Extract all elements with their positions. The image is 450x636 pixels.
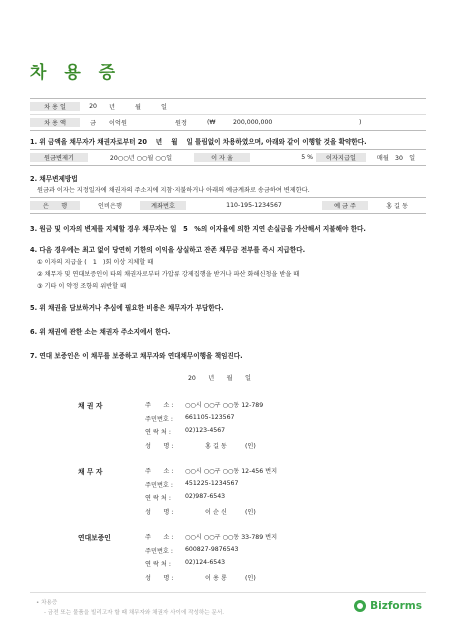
bizforms-logo-text: Bizforms: [370, 600, 422, 612]
bizforms-logo-icon: [354, 600, 366, 612]
holder-label: 예 금 주: [322, 201, 368, 210]
debtor-seal: (인): [245, 509, 256, 516]
debtor-name-label: 성 명 :: [145, 509, 174, 516]
section-6: 6. 위 채권에 관한 소는 채권자 주소지에서 한다.: [30, 328, 171, 336]
section-4-item-1: ① 이자의 지급을 ( 1 )회 이상 지체할 때: [37, 259, 154, 266]
debtor-id: 451225-1234567: [185, 480, 239, 487]
guarantor-address-label: 주 소 :: [145, 534, 174, 541]
debtor-role: 채 무 자: [78, 468, 103, 476]
guarantor-id-label: 주민번호 :: [145, 548, 173, 555]
guarantor-address: ○○시 ○○구 ○○동 33-789 번지: [185, 534, 278, 541]
creditor-name-label: 성 명 :: [145, 443, 174, 450]
section-4-item-2: ② 채무자 및 연대보증인이 타의 채권자로부터 가압류 강제집행을 받거나 파산 화해신청을 받을 때: [37, 271, 300, 278]
loan-date-row: [30, 99, 426, 115]
bank-table: [30, 197, 426, 214]
loan-amount-paren-close: ): [359, 119, 362, 126]
bank-value: 인비은행: [98, 203, 122, 210]
loan-year-label: 년: [109, 104, 115, 111]
principal-due-value: 20○○년 ○○월 ○○일: [109, 155, 173, 162]
creditor-seal: (인): [245, 443, 256, 450]
repayment-row: [30, 150, 426, 165]
section-4: 4. 다음 경우에는 최고 없이 당연히 기한의 이익을 상실하고 잔존 채무금 전부를 즉시 지급한다.: [30, 246, 306, 254]
debtor-phone-label: 연 락 처 :: [145, 495, 171, 502]
repayment-table: [30, 149, 426, 166]
debtor-address: ○○시 ○○구 ○○동 12-456 번지: [185, 468, 278, 475]
account-value: 110-195-1234567: [226, 202, 282, 209]
document-title: 차 용 증: [30, 63, 122, 83]
debtor-phone: 02)987-6543: [185, 493, 226, 500]
loan-year-prefix: 20: [89, 103, 97, 110]
interest-payday-label: 이자지급일: [316, 153, 366, 162]
loan-amount-words: 이억원: [109, 120, 127, 127]
footer-note-text: - 금전 또는 물품을 빌리고자 할 때 채무자와 채권자 사이에 작성하는 문서.: [44, 610, 225, 616]
guarantor-name-label: 성 명 :: [145, 575, 174, 582]
guarantor-id: 600827-9876543: [185, 546, 239, 553]
loan-amount-row: [30, 115, 426, 130]
section-5: 5. 위 채권을 담보하거나 추심에 필요한 비용은 채무자가 부담한다.: [30, 304, 224, 312]
loan-amount-label: 차 용 액: [30, 118, 80, 127]
signing-date: 20 년 월 일: [188, 375, 251, 382]
section-1: 1. 위 금액을 채무자가 채권자로부터 20 년 월 일 틀림없이 차용하였으며, 아래와 같이 이행할 것을 확약한다.: [30, 138, 367, 146]
creditor-name: 홍 길 동: [205, 443, 227, 450]
loan-amount-paren-open: (₩: [207, 119, 216, 126]
holder-value: 홍 길 동: [386, 203, 408, 210]
creditor-phone: 02)123-4567: [185, 427, 226, 434]
interest-rate-value: 5 %: [301, 154, 313, 161]
creditor-role: 채 권 자: [78, 402, 103, 410]
guarantor-seal: (인): [245, 575, 256, 582]
debtor-name: 이 순 신: [205, 509, 227, 516]
creditor-phone-label: 연 락 처 :: [145, 429, 171, 436]
interest-rate-label: 이 자 율: [194, 153, 250, 162]
guarantor-phone: 02)124-6543: [185, 559, 226, 566]
section-7: 7. 연대 보증인은 이 채무를 보증하고 채무자와 연대채무이행을 책임진다.: [30, 352, 243, 360]
creditor-address: ○○시 ○○구 ○○동 12-789: [185, 402, 264, 409]
interest-payday-value: 매월 30 일: [376, 155, 416, 162]
footer-note-title: • 차용증: [36, 600, 58, 606]
section-3: 3. 원금 및 이자의 변제를 지체할 경우 채무자는 일 5 %의 이자율에 의한 지연 손실금을 가산해서 지불해야 한다.: [30, 225, 366, 233]
creditor-id: 661105-123567: [185, 414, 235, 421]
loan-month-label: 월: [135, 104, 141, 111]
loan-header-table: [30, 98, 426, 131]
creditor-address-label: 주 소 :: [145, 402, 174, 409]
principal-due-label: 원금변제기: [30, 153, 88, 162]
loan-amount-number: 200,000,000: [233, 119, 273, 126]
creditor-id-label: 주민번호 :: [145, 416, 173, 423]
bank-row: [30, 198, 426, 213]
account-label: 계좌번호: [140, 201, 186, 210]
guarantor-name: 이 용 룡: [205, 575, 227, 582]
debtor-id-label: 주민번호 :: [145, 482, 173, 489]
loan-amount-won: 원정: [175, 120, 187, 127]
guarantor-phone-label: 연 락 처 :: [145, 561, 171, 568]
guarantor-role: 연대보증인: [78, 534, 111, 542]
bank-label: 은 행: [30, 201, 80, 210]
bizforms-logo: [354, 600, 422, 612]
debtor-address-label: 주 소 :: [145, 468, 174, 475]
section-2: 2. 채무변제방법: [30, 175, 78, 183]
loan-date-label: 차 용 일: [30, 102, 80, 111]
loan-amount-unit: 금: [90, 120, 96, 127]
section-2-text: 원금과 이자는 지정일자에 채권자의 주소지에 지참·지불하거나 아래의 예금계좌로 송금하여 변제한다.: [37, 187, 310, 194]
section-4-item-3: ③ 기타 이 약정 조항의 위반할 때: [37, 283, 127, 290]
loan-day-label: 일: [161, 104, 167, 111]
footer-divider: [30, 592, 426, 593]
